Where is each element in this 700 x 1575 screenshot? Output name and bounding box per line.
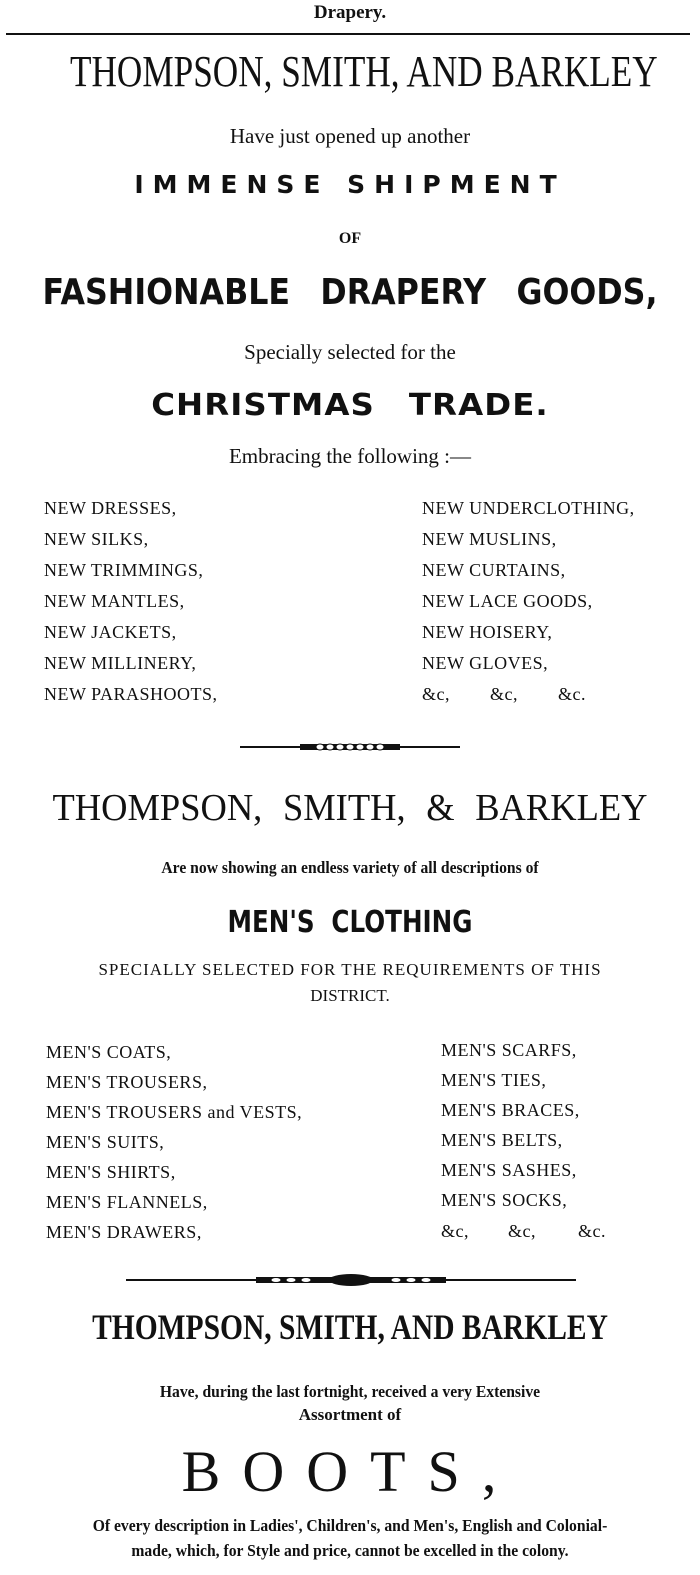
ad2-lead: Are now showing an endless variety of all descriptions of (161, 858, 539, 877)
ad3-lead-line2: Assortment of (298, 1405, 402, 1424)
ad2-right-item: MEN'S TIES, (441, 1070, 547, 1090)
ad1-left-item: NEW MILLINERY, (44, 653, 197, 673)
ad3-boots: BOOTS, (181, 1439, 519, 1504)
ad2-etc: &c, (508, 1221, 536, 1241)
ad2-left-item: MEN'S SUITS, (46, 1132, 165, 1152)
ad2-right-item: MEN'S SASHES, (441, 1160, 577, 1180)
ad2-left-item: MEN'S DRAWERS, (46, 1222, 202, 1242)
ad2-specially-selected: SPECIALLY SELECTED FOR THE REQUIREMENTS OF THIS (98, 960, 602, 979)
ad1-left-item: NEW JACKETS, (44, 622, 177, 642)
ad1-lead: Have just opened up another (229, 124, 471, 148)
ad1-etc: &c, (422, 684, 450, 704)
ad1-left-item: NEW DRESSES, (44, 498, 177, 518)
ad1-right-item: NEW CURTAINS, (422, 560, 566, 580)
ad2-etc: &c, (441, 1221, 469, 1241)
ad1-right-item: NEW HOISERY, (422, 622, 553, 642)
ad1-left-item: NEW TRIMMINGS, (44, 560, 204, 580)
ad2-district: DISTRICT. (310, 986, 390, 1005)
ad1-heading: THOMPSON, SMITH, AND BARKLEY (70, 47, 658, 96)
ad1-right-item: NEW MUSLINS, (422, 529, 557, 549)
ad2-left-item: MEN'S SHIRTS, (46, 1162, 176, 1182)
ad2-right-item: MEN'S SOCKS, (441, 1190, 568, 1210)
ornamental-divider-icon (240, 740, 460, 754)
ad1-left-item: NEW PARASHOOTS, (44, 684, 218, 704)
ad1-christmas-trade: CHRISTMAS TRADE. (151, 388, 549, 423)
ad3-lead-line1: Have, during the last fortnight, received a very Extensive (159, 1382, 541, 1401)
ad1-embracing: Embracing the following :— (228, 444, 472, 468)
ad1-immense-shipment: IMMENSE SHIPMENT (134, 170, 566, 199)
ad1-specially-selected: Specially selected for the (244, 340, 456, 364)
ad2-right-item: MEN'S BELTS, (441, 1130, 563, 1150)
ornamental-divider-icon (126, 1272, 576, 1288)
ad1-fashionable-goods: FASHIONABLE DRAPERY GOODS, (42, 272, 658, 313)
ad2-mens-clothing: MEN'S CLOTHING (227, 905, 473, 940)
ad2-left-item: MEN'S COATS, (46, 1042, 172, 1062)
ad2-right-item: MEN'S BRACES, (441, 1100, 580, 1120)
ad2-right-item: MEN'S SCARFS, (441, 1040, 577, 1060)
ad1-right-item: NEW LACE GOODS, (422, 591, 593, 611)
ad2-left-item: MEN'S TROUSERS, (46, 1072, 208, 1092)
ad1-etc: &c. (558, 684, 586, 704)
ad1-left-item: NEW MANTLES, (44, 591, 185, 611)
top-rule (6, 33, 690, 35)
ad1-etc: &c, (490, 684, 518, 704)
ad3-description-line1: Of every description in Ladies', Children's, and Men's, English and Colonial- (92, 1516, 608, 1535)
ad1-right-item: NEW GLOVES, (422, 653, 549, 673)
ad3-heading: THOMPSON, SMITH, AND BARKLEY (92, 1307, 608, 1347)
section-label: Drapery. (313, 2, 387, 23)
ad2-left-item: MEN'S TROUSERS and VESTS, (46, 1102, 303, 1122)
ad1-of: OF (338, 230, 362, 247)
ad2-heading: THOMPSON, SMITH, & BARKLEY (52, 787, 648, 829)
ad1-left-item: NEW SILKS, (44, 529, 149, 549)
ad3-description-line2: made, which, for Style and price, cannot be excelled in the colony. (131, 1541, 569, 1560)
ad2-left-item: MEN'S FLANNELS, (46, 1192, 208, 1212)
ad2-etc: &c. (578, 1221, 606, 1241)
ad1-right-item: NEW UNDERCLOTHING, (422, 498, 635, 518)
